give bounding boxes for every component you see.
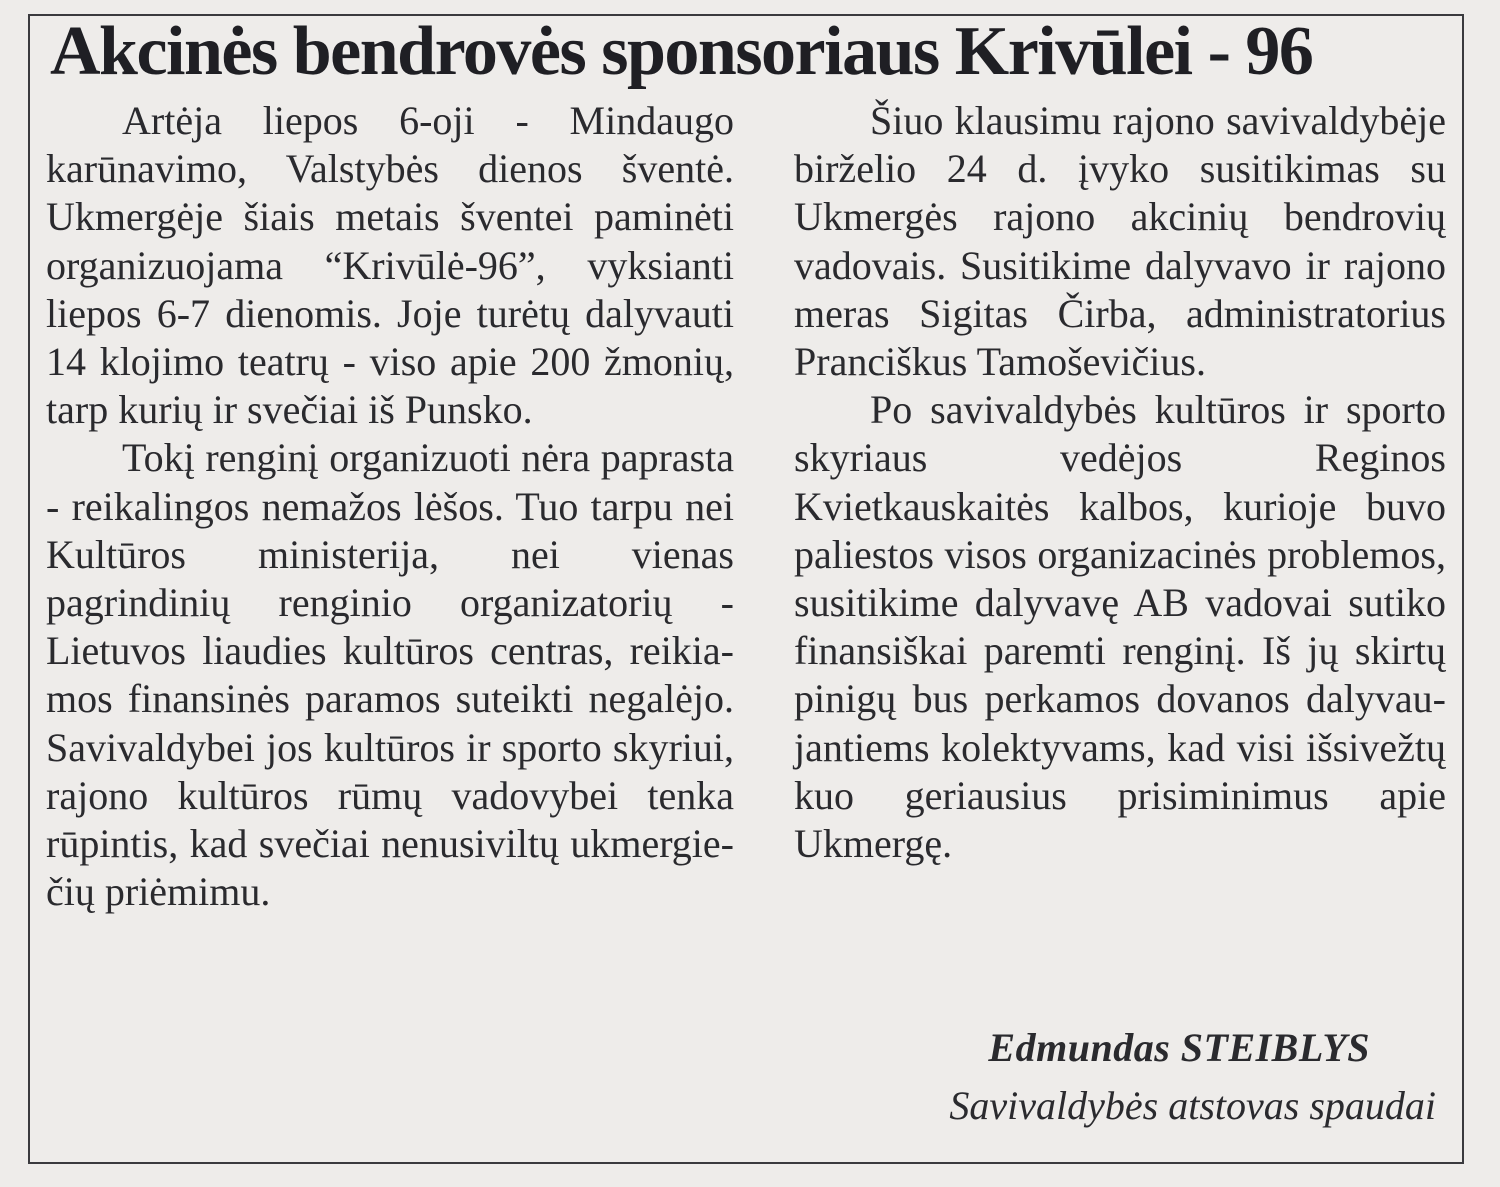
- left-column: [46, 97, 734, 916]
- author-role: Savivaldybės atstovas spaudai: [949, 1083, 1436, 1128]
- right-paragraph-1: Šiuo klausimu rajono savivaldybėje birželio 24 d. įvyko susitikimas su Ukmergės rajono akcinių bendrovių vadovais. Susitikime dalyvavo ir rajono meras Sigitas Čirba, administratorius Pranciškus Tamoševičius.: [794, 98, 1446, 385]
- article-headline: Akcinės bendrovės sponsoriaus Krivūlei - 96: [50, 13, 1313, 90]
- right-column: [794, 97, 1446, 868]
- author-name: Edmundas STEIBLYS: [988, 1025, 1370, 1070]
- left-paragraph-2: Tokį renginį organizuoti nėra paprasta - reikalingos nemažos lėšos. Tuo tarpu nei Kultūros ministerija, nei vienas pagrindinių renginio organizatorių - Lietuvos liaudies kultūros centras, reikiamos finansinės paramos suteikti negalėjo. Savivaldybei jos kultūros ir sporto skyriui, rajono kultūros rūmų vadovybei tenka rūpintis, kad svečiai nenusiviltų ukmergiečių priėmimu.: [46, 435, 734, 915]
- left-paragraph-1: Artėja liepos 6-oji - Mindaugo karūnavimo, Valstybės dienos šventė. Ukmergėje šiais metais šventei paminėti organizuojama “Krivūlė-96”, vyksianti liepos 6-7 dienomis. Joje turėtų dalyvauti 14 klojimo teatrų - viso apie 200 žmonių, tarp kurių ir svečiai iš Punsko.: [46, 98, 734, 433]
- right-paragraph-2: Po savivaldybės kultūros ir sporto skyriaus vedėjos Reginos Kvietkauskaitės kalbos, kurioje buvo paliestos visos organizacinės problemos, susitikime dalyvavę AB vadovai sutiko finansiškai paremti renginį. Iš jų skirtų pinigų bus perkamos dovanos dalyvaujantiems kolektyvams, kad visi išsivežtų kuo geriausius prisiminimus apie Ukmergę.: [794, 387, 1446, 867]
